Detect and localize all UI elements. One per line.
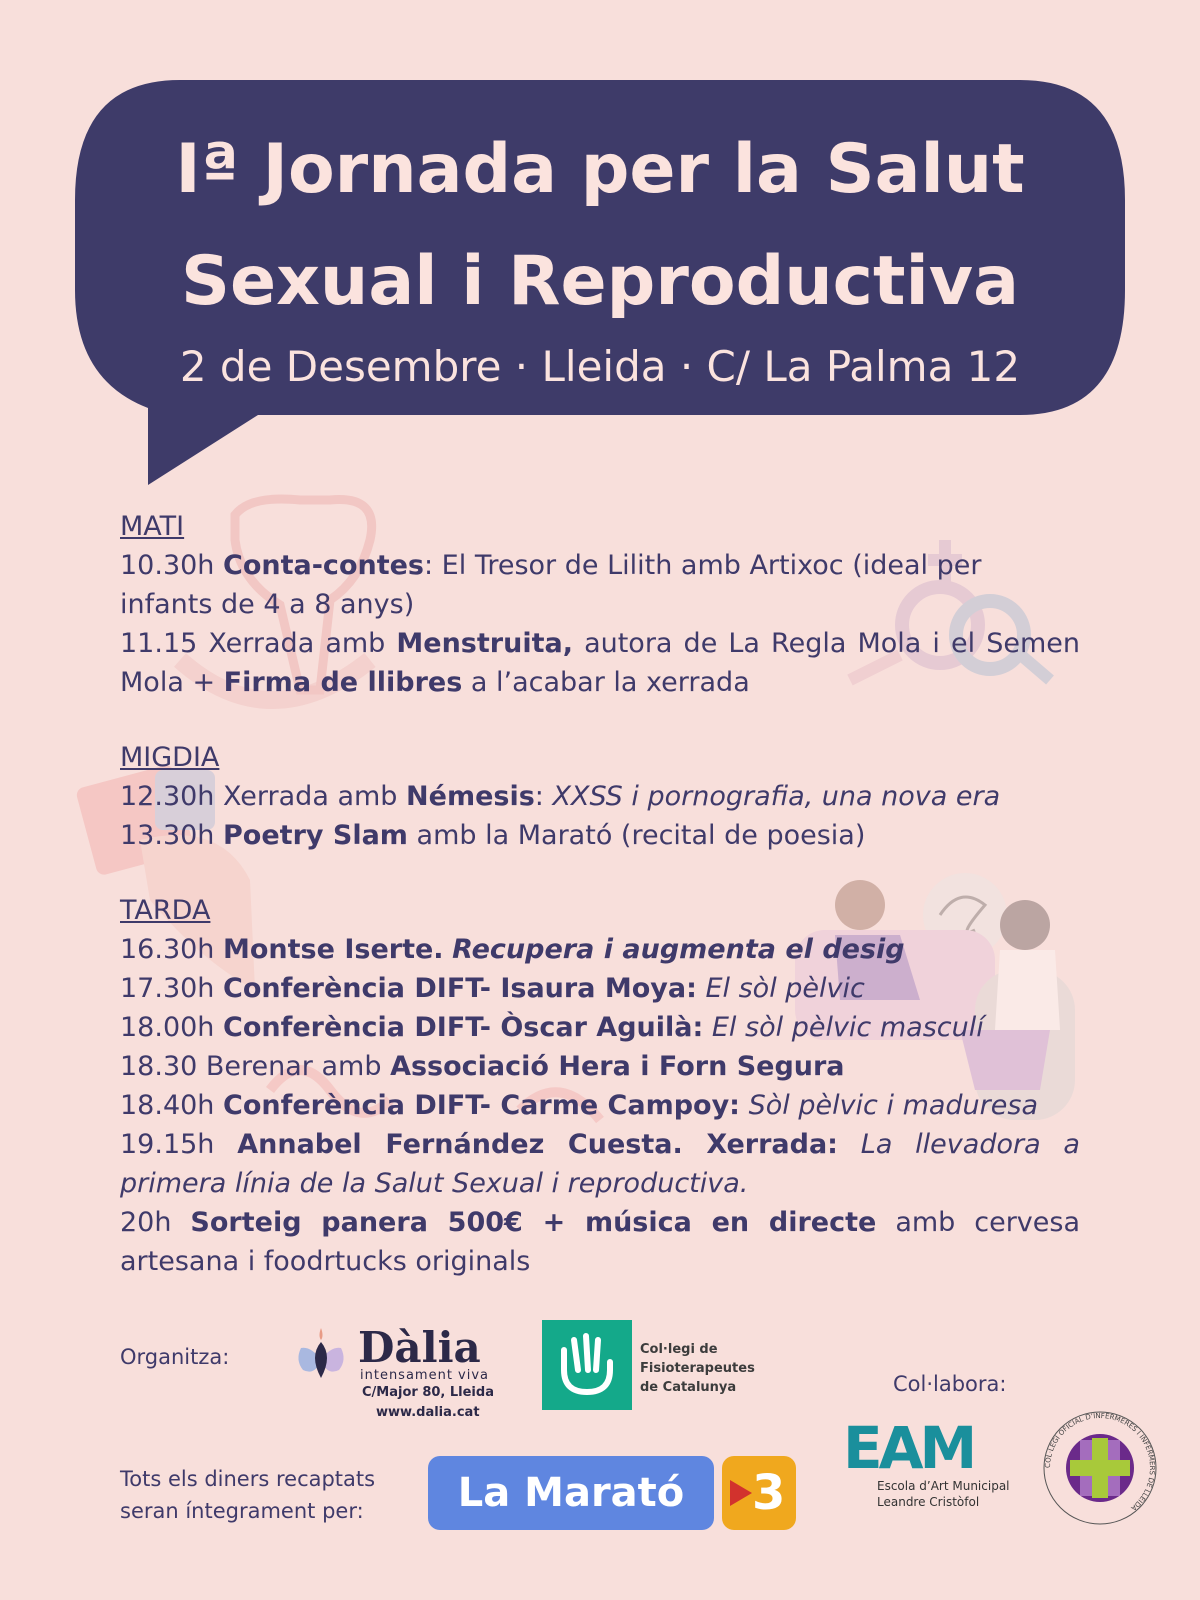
- item-time: 13.30h: [120, 820, 215, 851]
- item-time: 18.00h: [120, 1012, 215, 1043]
- program-item: [120, 1086, 1080, 1125]
- section-heading-afternoon: TARDA: [120, 895, 211, 926]
- program-item: [120, 816, 1080, 855]
- dalia-logo-name: Dàlia: [358, 1323, 481, 1372]
- item-speaker: Associació Hera i Forn Segura: [390, 1051, 845, 1082]
- item-time: 16.30h: [120, 934, 215, 965]
- item-topic: El sòl pèlvic: [705, 973, 865, 1004]
- program-item: [120, 1008, 1080, 1047]
- item-title: Poetry Slam: [223, 820, 408, 851]
- program-item: [120, 546, 1080, 624]
- funds-text-line1: Tots els diners recaptats: [120, 1467, 376, 1491]
- dalia-website: www.dalia.cat: [376, 1405, 480, 1420]
- program-item: [120, 1047, 1080, 1086]
- item-time: 11.15: [120, 628, 198, 659]
- tv3-logo: [722, 1456, 796, 1530]
- infermeres-logo: [1040, 1408, 1160, 1528]
- la-marato-logo: La Marató: [428, 1456, 714, 1530]
- funds-text-line2: seran íntegrament per:: [120, 1499, 364, 1523]
- program-item: [120, 930, 1080, 969]
- event-title-line1: Iª Jornada per la Salut: [175, 130, 1025, 209]
- event-subtitle: 2 de Desembre · Lleida · C/ La Palma 12: [179, 342, 1021, 391]
- infermeres-ring-text: COL·LEGI OFICIAL D’INFERMERES I INFERMERS DE LLEIDA: [1043, 1411, 1157, 1513]
- item-time: 18.40h: [120, 1090, 215, 1121]
- program: [120, 507, 1080, 1281]
- item-speaker: Némesis: [406, 781, 535, 812]
- program-item: [120, 1125, 1080, 1203]
- section-heading-morning: MATI: [120, 511, 185, 542]
- svg-text:COL·LEGI OFICIAL D’INFERMERES: [1044, 1412, 1156, 1512]
- item-topic: La llevadora a primera línia de la Salut Sexual i reproductiva.: [120, 1129, 1080, 1199]
- item-text: amb la Marató (recital de poesia): [416, 820, 866, 851]
- item-topic: Recupera i augmenta el desig: [452, 934, 905, 965]
- section-heading-noon: MIGDIA: [120, 742, 220, 773]
- item-text: : El Tresor de Lilith amb Artixoc (ideal per infants de 4 a 8 anys): [120, 550, 982, 620]
- fisio-hand-logo-icon: [542, 1320, 632, 1410]
- tv3-arrows-icon: [728, 1476, 754, 1510]
- program-item: 12.30h Xerrada amb Némesis: XXSS i pornografia, una nova era: [120, 781, 1001, 812]
- dalia-flower-icon: [295, 1326, 347, 1382]
- item-time: 12.30h: [120, 781, 215, 812]
- item-text: amb cervesa artesana i foodrtucks originals: [120, 1207, 1080, 1277]
- item-speaker: Conferència DIFT- Òscar Aguilà:: [223, 1012, 704, 1043]
- item-text: Xerrada amb: [223, 781, 398, 812]
- item-speaker: Annabel Fernández Cuesta. Xerrada:: [237, 1129, 838, 1160]
- tv3-number: 3: [752, 1465, 786, 1521]
- item-speaker: Conferència DIFT- Carme Campoy:: [223, 1090, 740, 1121]
- collabora-label: Col·labora:: [893, 1372, 1007, 1396]
- item-time: 17.30h: [120, 973, 215, 1004]
- item-speaker: Montse Iserte.: [223, 934, 444, 965]
- item-title: Sorteig panera 500€ + música en directe: [190, 1207, 877, 1238]
- dalia-address: C/Major 80, Lleida: [362, 1385, 494, 1400]
- item-time: 10.30h: [120, 550, 215, 581]
- program-item: [120, 969, 1080, 1008]
- fisio-logo-text: Col·legi de Fisioterapeutes de Catalunya: [640, 1342, 755, 1395]
- item-speaker: Menstruita,: [396, 628, 573, 659]
- dalia-tagline: intensament viva: [360, 1368, 490, 1383]
- item-speaker: Conferència DIFT- Isaura Moya:: [223, 973, 697, 1004]
- organiza-label: Organitza:: [120, 1345, 230, 1369]
- item-text: Xerrada amb: [208, 628, 386, 659]
- program-item: [120, 1203, 1080, 1281]
- item-text: Berenar amb: [205, 1051, 382, 1082]
- program-item: [120, 624, 1080, 702]
- item-title: Firma de llibres: [223, 667, 463, 698]
- item-topic: El sòl pèlvic masculí: [711, 1012, 984, 1043]
- item-topic: XXSS i pornografia, una nova era: [552, 781, 1001, 812]
- item-topic: Sòl pèlvic i maduresa: [748, 1090, 1038, 1121]
- eam-logo: EAM: [843, 1414, 974, 1482]
- item-time: 18.30: [120, 1051, 198, 1082]
- item-time: 19.15h: [120, 1129, 215, 1160]
- event-title-line2: Sexual i Reproductiva: [180, 242, 1020, 321]
- item-text: autora de La Regla Mola i el Semen Mola +: [120, 628, 1080, 698]
- eam-logo-text: Escola d’Art Municipal Leandre Cristòfol: [877, 1479, 1010, 1509]
- item-time: 20h: [120, 1207, 172, 1238]
- item-text: a l’acabar la xerrada: [470, 667, 750, 698]
- item-title: Conta-contes: [223, 550, 424, 581]
